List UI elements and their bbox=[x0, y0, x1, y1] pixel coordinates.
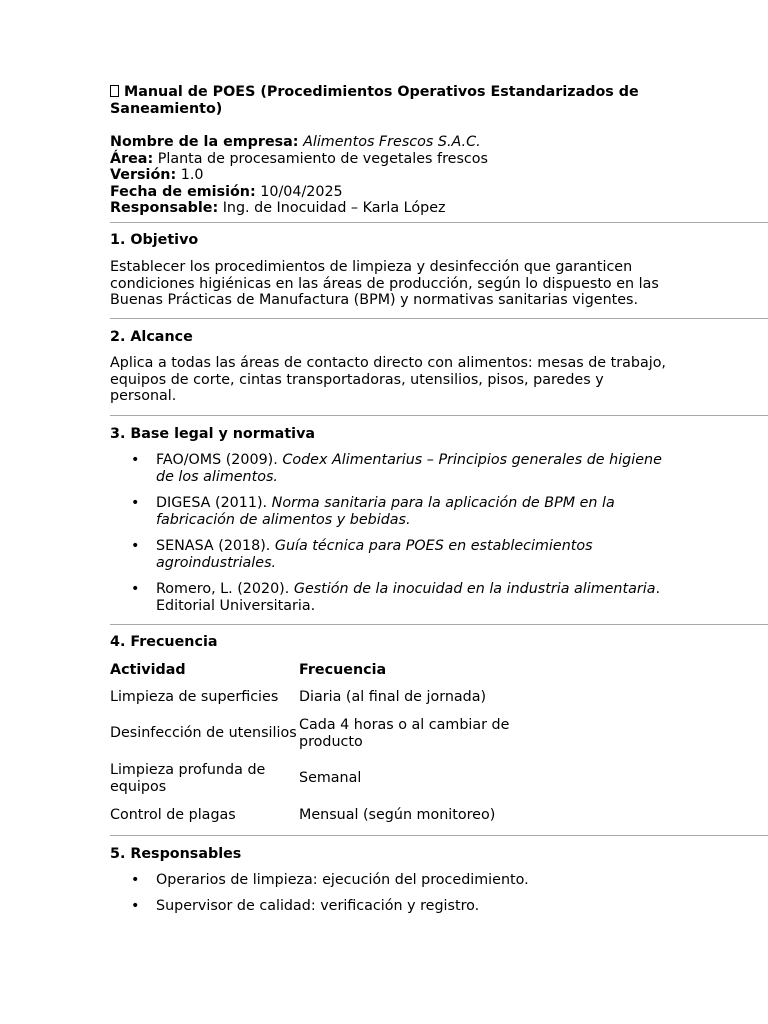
meta-label: Versión: bbox=[110, 167, 177, 183]
meta-date bbox=[110, 184, 670, 201]
frequency-table bbox=[110, 657, 519, 829]
table-cell: Diaria (al final de jornada) bbox=[299, 688, 487, 705]
section-divider bbox=[110, 318, 768, 319]
section-heading: 3. Base legal y normativa bbox=[110, 426, 316, 442]
list-item bbox=[110, 452, 670, 486]
section-divider bbox=[110, 624, 768, 625]
list-item-text: Supervisor de calidad: verificación y registro. bbox=[156, 898, 480, 914]
list-item-text: Operarios de limpieza: ejecución del procedimiento. bbox=[156, 872, 529, 888]
section-objetivo bbox=[110, 232, 670, 309]
column-header-frecuencia: Frecuencia bbox=[299, 661, 387, 678]
document-title-text: Manual de POES (Procedimientos Operativos Estandarizados de Saneamiento) bbox=[110, 84, 639, 117]
list-item bbox=[110, 538, 670, 572]
section-base-legal bbox=[110, 426, 670, 615]
meta-value: 10/04/2025 bbox=[260, 183, 343, 200]
table-row bbox=[110, 683, 519, 711]
reference-list bbox=[110, 452, 670, 615]
meta-label: Responsable: bbox=[110, 200, 219, 216]
bullet-icon: • bbox=[131, 898, 140, 914]
list-item bbox=[110, 581, 670, 615]
section-heading: 2. Alcance bbox=[110, 329, 193, 345]
reference-author: DIGESA (2011). bbox=[156, 495, 272, 511]
reference-author: SENASA (2018). bbox=[156, 538, 275, 554]
meta-label: Fecha de emisión: bbox=[110, 183, 256, 200]
section-divider bbox=[110, 222, 768, 223]
section-body: Establecer los procedimientos de limpieza y desinfección que garanticen condiciones higiénicas en las áreas de producción, según lo dispuesto en las Buenas Prácticas de Manufactura (BPM) y normativas sanitarias vigentes. bbox=[110, 259, 659, 308]
table-row bbox=[110, 801, 519, 829]
reference-title: Codex Alimentarius – Principios generales de higiene de los alimentos. bbox=[156, 452, 662, 485]
meta-label: Nombre de la empresa: bbox=[110, 134, 299, 150]
bullet-icon: • bbox=[131, 452, 140, 468]
bullet-icon: • bbox=[131, 581, 140, 597]
list-item bbox=[110, 872, 670, 889]
meta-value: 1.0 bbox=[180, 167, 204, 183]
table-row bbox=[110, 711, 519, 756]
bullet-icon: • bbox=[131, 872, 140, 888]
section-responsables bbox=[110, 846, 670, 915]
meta-company bbox=[110, 134, 670, 151]
responsables-list bbox=[110, 872, 670, 915]
table-cell: Cada 4 horas o al cambiar de producto bbox=[299, 717, 510, 750]
table-header-row bbox=[110, 657, 519, 683]
table-row bbox=[110, 756, 519, 801]
meta-value: Alimentos Frescos S.A.C. bbox=[303, 134, 481, 150]
bullet-icon: • bbox=[131, 495, 140, 511]
list-item bbox=[110, 898, 670, 915]
reference-author: FAO/OMS (2009). bbox=[156, 452, 283, 468]
table-cell: Mensual (según monitoreo) bbox=[299, 806, 496, 823]
reference-title: Norma sanitaria para la aplicación de BPM en la fabricación de alimentos y bebidas. bbox=[156, 495, 615, 528]
column-header-actividad: Actividad bbox=[110, 661, 186, 678]
document-header bbox=[110, 84, 670, 217]
section-heading: 5. Responsables bbox=[110, 846, 242, 862]
section-alcance bbox=[110, 329, 670, 405]
metadata-block bbox=[110, 134, 670, 217]
meta-responsible bbox=[110, 200, 670, 217]
section-heading: 4. Frecuencia bbox=[110, 634, 218, 650]
reference-title: Gestión de la inocuidad en la industria alimentaria bbox=[293, 581, 656, 597]
missing-glyph-icon bbox=[110, 85, 119, 97]
meta-label: Área: bbox=[110, 150, 154, 167]
section-divider bbox=[110, 835, 768, 836]
meta-value: Planta de procesamiento de vegetales frescos bbox=[157, 150, 488, 167]
meta-area bbox=[110, 151, 670, 168]
table-cell: Semanal bbox=[299, 770, 362, 787]
reference-author: Romero, L. (2020). bbox=[156, 581, 294, 597]
document-title bbox=[110, 84, 670, 118]
table-cell: Control de plagas bbox=[110, 806, 236, 823]
reference-publisher: . Editorial Universitaria. bbox=[156, 581, 661, 614]
section-divider bbox=[110, 415, 768, 416]
meta-value: Ing. de Inocuidad – Karla López bbox=[222, 200, 446, 216]
section-heading: 1. Objetivo bbox=[110, 232, 199, 248]
table-cell: Limpieza de superficies bbox=[110, 688, 279, 705]
meta-version bbox=[110, 167, 670, 184]
table-cell: Limpieza profunda de equipos bbox=[110, 762, 266, 795]
list-item bbox=[110, 495, 670, 529]
table-cell: Desinfección de utensilios bbox=[110, 725, 297, 742]
reference-title: Guía técnica para POES en establecimientos agroindustriales. bbox=[156, 538, 593, 571]
bullet-icon: • bbox=[131, 538, 140, 554]
section-frecuencia bbox=[110, 634, 670, 829]
section-body: Aplica a todas las áreas de contacto directo con alimentos: mesas de trabajo, equipos de corte, cintas transportadoras, utensilios, pisos, paredes y personal. bbox=[110, 355, 666, 404]
